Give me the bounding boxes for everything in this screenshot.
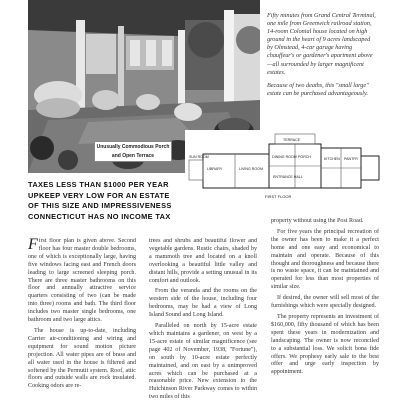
plan-label-pantry: PANTRY: [344, 157, 359, 161]
drop-cap: F: [28, 238, 38, 253]
body-paragraph: The house is up-to-date, including Carrier air-conditioning and wiring and equipment for sound motion picture projection. All water pipes are of brass and all water used in the house is filtered and softened by the Permutit system. Roof, attic floors and outside walls are rock insulated. Cooking odors are re-: [28, 327, 136, 390]
plan-label-terrace: TERRACE: [283, 138, 301, 142]
body-paragraph: From the veranda and the rooms on the western side of the house, including four bedrooms, may be had a view of Long Island Sound and Long Island.: [149, 288, 257, 319]
plan-label-living-room: LIVING ROOM: [239, 167, 263, 171]
body-paragraph: property without using the Post Road.: [271, 218, 364, 224]
body-paragraph: The property represents an investment of $160,000, fifty thousand of which has been spent these years in modernization and landscaping. The owner is now reconciled to a substantial loss. We solicit bona fide offers. We prophesy early sale to the best offer and urge early inspection by appointment.: [271, 313, 379, 376]
headline-line: UPKEEP VERY LOW FOR AN ESTATE: [28, 190, 170, 200]
body-paragraph: Paralleled on north by 15-acre estate which maintains a gardener, on west by a 15-acre estate of similar magnificence (see page 402 of November, 1938, "Fortune"), on south by 10-acre estate perfectly maintained, and on east by a unimproved acres which can be purchased at a reasonable price. New extension to the Hutchinson River Parkway comes to within two miles of this: [149, 323, 257, 400]
headline-line: TAXES LESS THAN $1000 PER YEAR: [28, 180, 169, 189]
headline-line: CONNECTICUT HAS NO INCOME TAX: [28, 211, 171, 221]
body-column-3: [271, 218, 379, 380]
floor-plan: [185, 130, 385, 202]
plan-label-sun-room: SUN ROOM: [189, 155, 209, 159]
body-paragraph: For five years the principal recreation of the owner has been to make it a perfect home and one easy and economical to maintain and operate. Because of this thought and thoroughness and because there is no waste space, it can be maintained and operated for less than most properties of similar size.: [271, 228, 379, 291]
headline-line: OF THIS SIZE AND IMPRESSIVENESS: [28, 201, 172, 210]
photo-caption: Unusually Commodious Porch and Open Terrace: [94, 141, 172, 162]
plan-label-kitchen: KITCHEN: [324, 157, 340, 161]
sidebar-description: [267, 12, 377, 103]
plan-label-library: LIBRARY: [207, 167, 223, 171]
plan-label-dining-room: DINING ROOM: [272, 155, 297, 159]
body-paragraph: trees and shrubs and beautiful flower and vegetable gardens. Rustic chairs, shaded by a mammoth tree and located on a knoll overlooking a beautiful little valley and distant hills, provide a setting unusual in its comfort and outlook.: [149, 238, 257, 284]
sidebar-paragraph: Fifty minutes from Grand Central Terminal, one mile from Greenwich railroad station, 14-room Colonial house located on high ground in the heart of 9 acres landscaped by Olmstead, 4-car garage having chauffeur's or gardener's apartment above —all surrounded by larger magnificent estates.: [267, 12, 376, 76]
headline: [28, 180, 196, 222]
plan-label-porch: PORCH: [298, 155, 311, 159]
sidebar-paragraph: Because of two deaths, this "small large" estate can be purchased advantageously.: [267, 81, 369, 97]
body-paragraph: If desired, the owner will sell most of the furnishings which were specially designed.: [271, 295, 379, 310]
body-text-right: [28, 218, 380, 400]
body-paragraph: irst floor plan is given above. Second floor has four master double bedrooms, one of which is exceptionally large, having five windows facing east and French doors leading to large screened sleeping porch. There are three master bathrooms on this floor and annually attractive service quarters consisting of two (can be made into three) rooms and bath. The third floor includes two master single bedrooms, one bathroom and two large attics.: [28, 238, 136, 324]
floor-plan-drawing: [185, 130, 385, 202]
plan-label-entrance-hall: ENTRANCE HALL: [273, 175, 303, 179]
plan-label-first-floor: FIRST FLOOR: [265, 194, 292, 199]
